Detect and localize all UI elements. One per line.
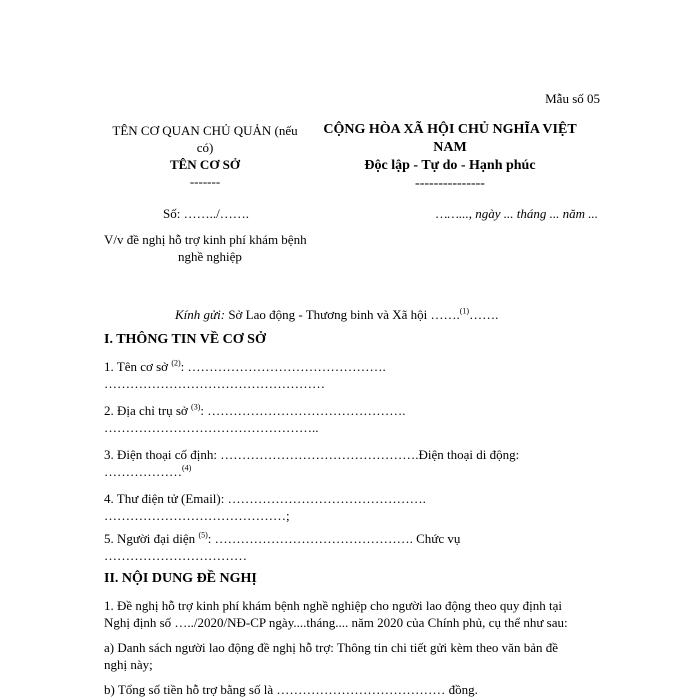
left-header xyxy=(95,122,315,190)
field-footnote: (3) xyxy=(191,402,201,412)
field-address xyxy=(104,402,405,419)
field-footnote: (2) xyxy=(171,358,181,368)
request-para-line1: 1. Đề nghị hỗ trợ kinh phí khám bệnh nghề nghiệp cho người lao động theo quy định tại xyxy=(104,598,563,613)
request-para-line2: Nghị định số …../2020/NĐ-CP ngày....tháng.... năm 2020 của Chính phủ, cụ thể như sau: xyxy=(104,615,568,630)
subject-line2: nghề nghiệp xyxy=(178,249,242,264)
form-number: Mẫu số 05 xyxy=(545,91,600,106)
field-footnote: (4) xyxy=(182,463,192,473)
addressee-suffix: ……. xyxy=(469,307,499,322)
right-header xyxy=(320,121,580,193)
field-label: 1. Tên cơ sở xyxy=(104,359,172,374)
field-footnote: (5) xyxy=(198,530,208,540)
field-address-line2: ………………………………………….. xyxy=(104,420,319,435)
field-phone: 3. Điện thoại cố định: ……………………………………….Điện thoại di động: xyxy=(104,447,520,462)
addressee-footnote: (1) xyxy=(459,306,470,316)
field-dots: ……………… xyxy=(104,464,182,479)
field-label: 5. Người đại diện xyxy=(104,531,199,546)
field-email: 4. Thư điện tử (Email): ………………………………………. xyxy=(104,491,426,506)
field-representative xyxy=(104,530,460,547)
item-a-line1: a) Danh sách người lao động đề nghị hỗ trợ: Thông tin chi tiết gửi kèm theo văn bản đề xyxy=(104,640,558,655)
field-dots: : ………………………………………. Chức vụ xyxy=(207,531,461,546)
republic-name-line2: NAM xyxy=(433,140,467,155)
addressee-text: Sở Lao động - Thương binh và Xã hội ……. xyxy=(225,307,460,322)
field-dots: : ………………………………………. xyxy=(180,359,386,374)
field-email-line2: ……………………………………; xyxy=(104,508,290,523)
field-facility-name xyxy=(104,358,386,375)
item-a-line2: nghị này; xyxy=(104,657,153,672)
facility-name: TÊN CƠ SỞ xyxy=(169,157,241,172)
left-header-dash: ------- xyxy=(189,174,221,189)
republic-name-line1: CỘNG HÒA XÃ HỘI CHỦ NGHĨA VIỆT xyxy=(323,122,577,137)
date-line: ……..., ngày ... tháng ... năm ... xyxy=(435,206,598,221)
document-number: Số: ……../……. xyxy=(163,206,249,221)
national-motto: Độc lập - Tự do - Hạnh phúc xyxy=(364,158,536,173)
addressee-prefix: Kính gửi: xyxy=(175,307,226,322)
addressee xyxy=(175,306,498,323)
section1-title: I. THÔNG TIN VỀ CƠ SỞ xyxy=(104,332,266,347)
field-representative-line2: …………………………… xyxy=(104,548,247,563)
field-phone-line2 xyxy=(104,463,191,480)
field-dots: : ………………………………………. xyxy=(200,403,406,418)
right-header-dash: --------------- xyxy=(415,176,485,191)
agency-name-line2: có) xyxy=(196,140,214,155)
section2-title: II. NỘI DUNG ĐỀ NGHỊ xyxy=(104,571,257,586)
field-label: 2. Địa chỉ trụ sở xyxy=(104,403,192,418)
subject-line1: V/v đề nghị hỗ trợ kinh phí khám bệnh xyxy=(104,232,307,247)
agency-name-line1: TÊN CƠ QUAN CHỦ QUẢN (nếu xyxy=(112,123,298,138)
item-b: b) Tổng số tiền hỗ trợ bằng số là ………………………………… đồng. xyxy=(104,682,478,697)
field-facility-name-line2: …………………………………………… xyxy=(104,376,325,391)
